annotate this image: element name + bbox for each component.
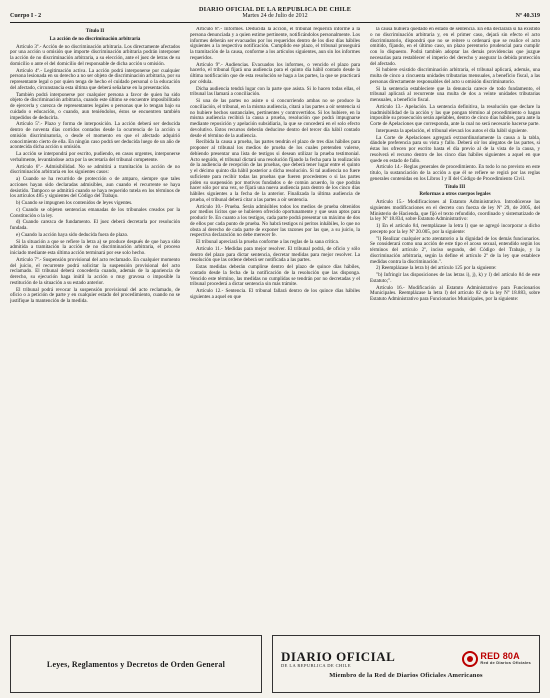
article-paragraph: Estas medidas deberán cumplirse dentro del plazo de quince días hábiles, contado desde la fecha de la notificación de la resolución que las disponga. Vencido este término, las medidas no cumplidas se tendrán por no decretadas y el tribunal procederá a dictar sentencia sin más trámite.: [190, 264, 360, 288]
header-center: [80, 6, 470, 20]
article-paragraph: También podrá interponerse por cualquier persona a favor de quien ha sido objeto de discriminación arbitraria, cuando este último se encuentre imposibilitado de ejercerla y carezca de representantes legales o personas que lo tengan bajo su cuidado o educación, o cuando, aun teniéndolos, éstos se encuentren también impedidos de deducirla.: [10, 91, 180, 121]
article-paragraph: Artículo 15.- Modificaciones al Estatuto Administrativo. Introdúcense las siguientes modificaciones en el decreto con fuerza de ley Nº 29, de 2005, del Ministerio de Hacienda, que fijó el texto refundido, coordinado y sistematizado de la ley Nº 18.834, sobre Estatuto Administrativo:: [370, 199, 540, 223]
section-heading: Reformas a otros cuerpos legales: [419, 191, 491, 198]
article-paragraph: Artículo 11.- Medidas para mejor resolver. El tribunal podrá, de oficio y sólo dentro del plazo para dictar sentencia, decretar medidas para mejor resolver. La resolución que las ordene deberá ser notificada a las partes.: [190, 245, 360, 264]
article-paragraph: Artículo 16.- Modificación al Estatuto Administrativo para Funcionarios Municipales. Reemplázase la letra l) del artículo 82 de la ley Nº 18.883, sobre Estatuto Administrativo para Funcionarios Municipales, por la siguiente:: [370, 284, 540, 302]
article-paragraph: El tribunal podrá revocar la suspensión provisional del acto reclamado, de oficio o a petición de parte y en cualquier estado del procedimiento, cuando no se justifique la mantención de la medida.: [10, 286, 180, 304]
article-paragraph: El tribunal apreciará la prueba conforme a las reglas de la sana crítica.: [196, 239, 339, 245]
article-paragraph: c) Cuando se objeten sentencias emanadas de los tribunales creados por la Constitución o la ley.: [10, 206, 180, 219]
section-heading: Título II: [85, 28, 105, 34]
network-member-text: Miembro de la Red de Diarios Oficiales Americanos: [329, 671, 483, 679]
article-paragraph: a) Cuando se ha recurrido de protección o de amparo, siempre que tales acciones hayan sido declaradas admisibles, aun cuando el recurrente se haya desistido. Tampoco se admitirá cuando se haya requerido tutela en los términos de los artículos 485 y siguientes del Código del Trabajo.: [10, 176, 180, 200]
column-2: [190, 27, 360, 647]
issue-date: Martes 24 de Julio de 2012: [242, 13, 308, 19]
article-paragraph: Artículo 10.- Prueba. Serán admisibles todos los medios de prueba obtenidos por medios lícitos que se hubieren ofrecido oportunamente y que sean aptos para producir fe. En cuanto a los testigos, cada parte podrá presentar un máximo de dos de ellos por cada punto de prueba. No habrá testigos ni peritos inhábiles, lo que no obsta al derecho de cada parte de exponer las razones por las que, a su juicio, la respectiva declaración no debe merecer fe.: [190, 203, 360, 239]
article-paragraph: Recibida la causa a prueba, las partes tendrán el plazo de tres días hábiles para proponer al tribunal los medios de prueba de los cuales pretenden valerse, debiendo presentar una lista de testigos si desean utilizar la prueba testimonial. Acto seguido, el tribunal dictará una resolución fijando la fecha para la realización de la audiencia de recepción de las pruebas, que deberá tener lugar entre el quinto y el décimo quinto día hábil posterior a dicha resolución. Si tal audiencia no fuere suficiente para recibir todas las pruebas que fueren procedentes o si las partes piden su suspensión por motivos fundados o de común acuerdo, lo que podrán hacer sólo por una vez, se fijará una nueva audiencia para dentro de los cinco días hábiles siguientes a la fecha de la anterior. Finalizada la última audiencia de prueba, el tribunal deberá citar a las partes a oír sentencia.: [190, 139, 360, 203]
page-header: [10, 6, 540, 20]
article-paragraph: Artículo 5º.- Plazo y forma de interposición. La acción deberá ser deducida dentro de noventa días corridos contados desde la ocurrencia de la acción u omisión discriminatoria, o desde el momento en que el afectado adquirió conocimiento cierto de ella. En ningún caso podrá ser deducida luego de un año de acontecida dicha acción u omisión.: [10, 121, 180, 151]
article-paragraph: "l) Realizar cualquier acto atentatorio a la dignidad de los demás funcionarios. Se considerará como una acción de este tipo el acoso sexual, entendido según los términos del artículo 2º, inciso segundo, del Código del Trabajo, y la discriminación arbitraria, según la define el artículo 2º de la ley que establece medidas contra la discriminación.".: [370, 235, 540, 265]
red-logo-text-block: [480, 652, 531, 665]
article-paragraph: Si una de las partes no asiste o si concurriendo ambas no se produce la conciliación, el tribunal, en la misma audiencia, citará a las partes a oír sentencia si no hubiere hechos sustanciales, pertinentes y controvertidos. Si los hubiere, en la misma audiencia recibirá la causa a prueba, resolución que podrá impugnarse mediante reposición y apelación subsidiaria, la que se concederá en el solo efecto devolutivo. Estos recursos deberán deducirse dentro del tercer día hábil contado desde el término de la audiencia.: [190, 98, 360, 139]
article-paragraph: Si la sentencia estableciere que la denuncia carece de todo fundamento, el tribunal aplicará al recurrente una multa de dos a veinte unidades tributarias mensuales, a beneficio fiscal.: [370, 85, 540, 103]
page-footer: [10, 635, 540, 693]
red-logo: [462, 651, 531, 667]
header-divider: [10, 22, 540, 23]
article-paragraph: e) Cuando la acción haya sido deducida fuera de plazo.: [16, 231, 129, 238]
article-paragraph: La Corte de Apelaciones agregará extraordinariamente la causa a la tabla, dándole preferencia para su vista y fallo. Deberá oír los alegatos de las partes, si éstas los ofrecen por escrito hasta el día previo al de la vista de la causa, y resolverá el recurso dentro de los cinco días hábiles siguientes a aquel en que quede en estado de fallo.: [370, 134, 540, 164]
section-heading: La acción de no discriminación arbitraria: [49, 35, 141, 42]
diario-subtitle: DE LA REPUBLICA DE CHILE: [281, 662, 351, 668]
issue-number: Nº 40.319: [515, 13, 540, 19]
article-paragraph: d) Cuando carezca de fundamento. El juez deberá decretarla por resolución fundada.: [10, 219, 180, 231]
footer-masthead: [272, 635, 540, 693]
article-paragraph: b) Cuando se impugnen los contenidos de leyes vigentes.: [16, 200, 133, 206]
footer-section-title: Leyes, Reglamentos y Decretos de Orden General: [10, 635, 262, 693]
article-paragraph: "b) Infringir las disposiciones de las letras i), j), k) y l) del artículo 84 de este Estatuto;".: [370, 272, 540, 284]
article-paragraph: Artículo 14.- Reglas generales de procedimiento. En todo lo no previsto en este título, la sustanciación de la acción a que él se refiere se regirá por las reglas generales contenidas en los Libros I y II del Código de Procedimiento Civil.: [370, 164, 540, 182]
article-paragraph: Artículo 4º.- Legitimación activa. La acción podrá interponerse por cualquier persona lesionada en su derecho a no ser objeto de discriminación arbitraria, por su representante legal o por quien tenga de hecho el cuidado personal o la educación del afectado, circunstancia esta última que deberá señalarse en la presentación.: [10, 67, 180, 91]
article-paragraph: Artículo 6º.- Admisibilidad. No se admitirá a tramitación la acción de no discriminación arbitraria en los siguientes casos:: [10, 163, 180, 176]
article-paragraph: Artículo 8º.- Informes. Deducida la acción, el tribunal requerirá informe a la persona denunciada y a quien estime pertinente, notificándolos personalmente. Los informes deberán ser evacuados por los requeridos dentro de los diez días hábiles siguientes a la respectiva notificación. Cumplido ese plazo, el tribunal proseguirá la tramitación de la causa, conforme a los artículos siguientes, aun sin los informes requeridos.: [190, 27, 360, 61]
column-3: [370, 27, 540, 647]
section-label: Cuerpo I - 2: [10, 13, 42, 19]
article-paragraph: Artículo 12.- Sentencia. El tribunal fallará dentro de los quince días hábiles siguientes a aquel en que: [190, 288, 360, 300]
red-logo-icon: [462, 651, 478, 667]
article-paragraph: Interpuesta la apelación, el tribunal elevará los autos el día hábil siguiente.: [376, 127, 528, 134]
article-paragraph: la causa hubiera quedado en estado de sentencia. En ella declarará si ha existido o no discriminación arbitraria y, en el primer caso, dejará sin efecto el acto discriminatorio, dispondrá que no se reitere u ordenará que se realice el acto omitido, fijando, en el último caso, un plazo perentorio prudencial para cumplir con lo dispuesto. Podrá también adoptar las demás providencias que juzgue necesarias para restablecer el imperio del derecho y asegurar la debida protección del afectado.: [370, 27, 540, 67]
diario-title: DIARIO OFICIAL: [281, 648, 396, 664]
article-paragraph: Si la situación a que se refiere la letra a) se produce después de que haya sido admitida a tramitación la acción de no discriminación arbitraria, el proceso iniciado mediante esta última acción terminará por ese solo hecho.: [10, 238, 180, 256]
article-paragraph: 2) Reemplázase la letra b) del artículo 125 por la siguiente:: [376, 265, 497, 272]
red-logo-text: RED 80A: [480, 651, 520, 661]
article-paragraph: Dicha audiencia tendrá lugar con la parte que asista. Si lo hacen todas ellas, el tribunal las llamará a conciliación.: [190, 85, 360, 98]
article-paragraph: 1) En el artículo 84, reemplázase la letra l) que se agregó incorporar a dicho precepto por la ley Nº 20.005, por la siguiente:: [370, 223, 540, 235]
article-paragraph: Artículo 13.- Apelación. La sentencia definitiva, la resolución que declare la inadmisibilidad de la acción y las que pongan término al procedimiento o hagan imposible su prosecución serán apelables, dentro de cinco días hábiles, para ante la Corte de Apelaciones que corresponda, ante la cual no será necesario hacerse parte.: [370, 103, 540, 127]
diario-logo-block: [281, 650, 395, 668]
text-columns: [10, 27, 540, 647]
article-paragraph: Artículo 7º.- Suspensión provisional del acto reclamado. En cualquier momento del juicio, el recurrente podrá solicitar la suspensión provisional del acto reclamado. El tribunal deberá concederla cuando, además de la apariencia de derecho, su ejecución haga inútil la acción o muy gravosa o imposible la restitución de la situación a su estado anterior.: [10, 256, 180, 286]
column-1: [10, 27, 180, 647]
publication-name: DIARIO OFICIAL DE LA REPUBLICA DE CHILE: [198, 6, 352, 13]
article-paragraph: La acción se interpondrá por escrito, pudiendo, en casos urgentes, interponerse verbalmente, levantándose acta por la secretaría del tribunal competente.: [10, 151, 180, 163]
article-paragraph: Artículo 3º.- Acción de no discriminación arbitraria. Los directamente afectados por una acción u omisión que importe discriminación arbitraria podrán interponer la acción de no discriminación arbitraria, a su elección, ante el juez de letras de su domicilio o ante el del domicilio del responsable de dicha acción u omisión.: [10, 43, 180, 67]
masthead-row: [281, 650, 531, 668]
red-logo-subtext: Red de Diarios Oficiales: [480, 660, 531, 665]
section-heading: Título III: [444, 183, 466, 190]
article-paragraph: Si hubiere existido discriminación arbitraria, el tribunal aplicará, además, una multa de cinco a cincuenta unidades tributarias mensuales, a beneficio fiscal, a las personas directamente responsables del acto u omisión discriminatorio.: [370, 67, 540, 85]
article-paragraph: Artículo 9º.- Audiencias. Evacuados los informes, o vencido el plazo para hacerlo, el tribunal fijará una audiencia para el quinto día hábil contado desde la última notificación que de esta resolución se haga a las partes, la que se practicará por cédula.: [190, 61, 360, 85]
